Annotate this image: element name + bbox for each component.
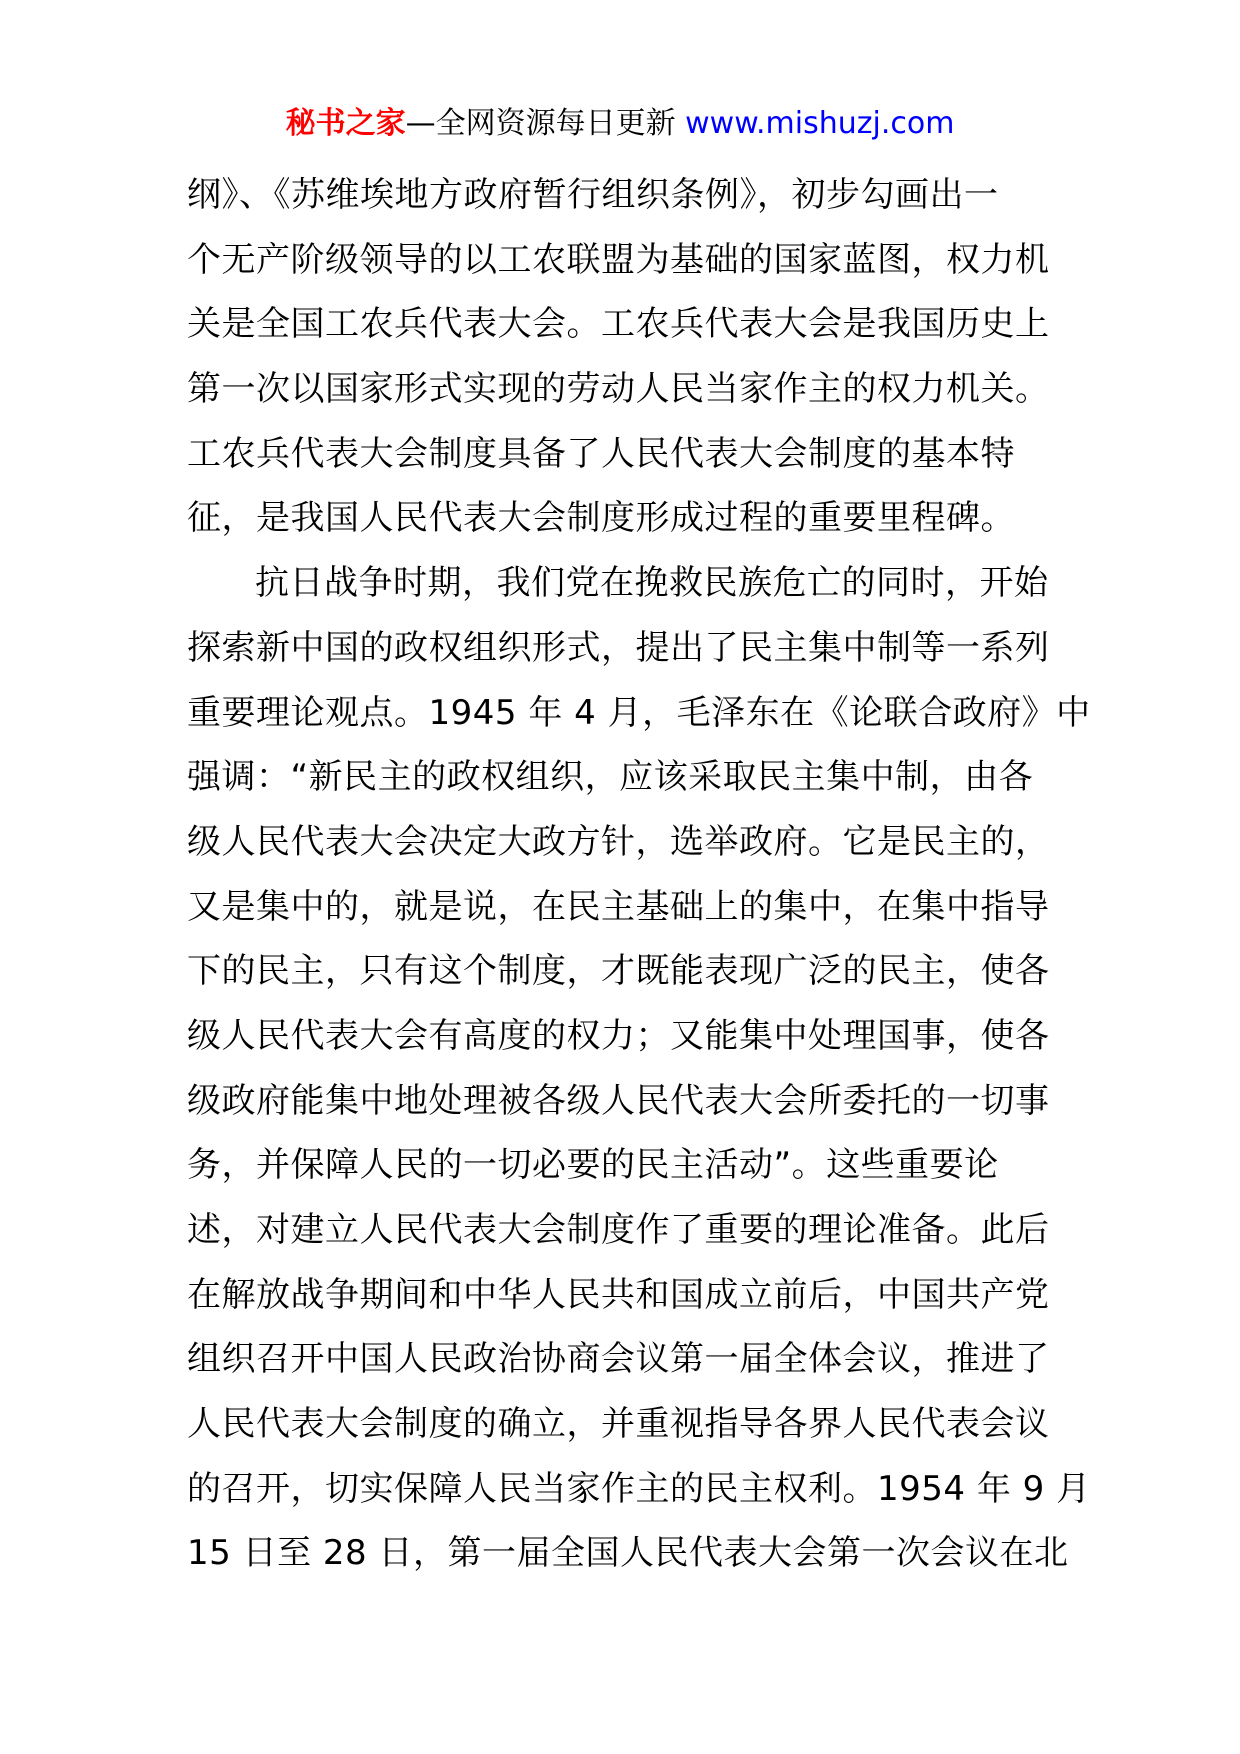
text-line: 务，并保障人民的一切必要的民主活动”。这些重要论 — [187, 1145, 999, 1186]
text-line: 级人民代表大会决定大政方针，选举政府。它是民主的， — [187, 821, 1050, 862]
text-line: 重要理论观点。1945 年 4 月，毛泽东在《论联合政府》中 — [187, 692, 1091, 733]
text-line: 征，是我国人民代表大会制度形成过程的重要里程碑。 — [187, 498, 1015, 539]
text-line: 组织召开中国人民政治协商会议第一届全体会议，推进了 — [187, 1339, 1050, 1380]
text-line: 强调：“新民主的政权组织，应该采取民主集中制，由各 — [187, 757, 1034, 798]
text-line: 第一次以国家形式实现的劳动人民当家作主的权力机关。 — [187, 369, 1050, 410]
text-line: 又是集中的，就是说，在民主基础上的集中，在集中指导 — [187, 886, 1050, 927]
text-line: 的召开，切实保障人民当家作主的民主权利。1954 年 9 月 — [187, 1468, 1091, 1509]
brand-name: 秘书之家 — [285, 106, 406, 141]
website-link[interactable]: www.mishuzj.com — [685, 106, 955, 141]
text-line: 在解放战争期间和中华人民共和国成立前后，中国共产党 — [187, 1274, 1050, 1315]
body-text — [187, 163, 1091, 1586]
text-line: 关是全国工农兵代表大会。工农兵代表大会是我国历史上 — [187, 304, 1050, 345]
text-line: 纲》、《苏维埃地方政府暂行组织条例》，初步勾画出一 — [187, 175, 999, 215]
header-tagline: —全网资源每日更新 — [405, 106, 686, 141]
text-line: 级政府能集中地处理被各级人民代表大会所委托的一切事 — [187, 1080, 1050, 1121]
text-line: 探索新中国的政权组织形式，提出了民主集中制等一系列 — [187, 627, 1050, 668]
text-line: 工农兵代表大会制度具备了人民代表大会制度的基本特 — [187, 433, 1015, 474]
text-line: 15 日至 28 日，第一届全国人民代表大会第一次会议在北 — [187, 1533, 1069, 1574]
paragraph-start-line: 抗日战争时期，我们党在挽救民族危亡的同时，开始 — [255, 563, 1049, 604]
text-line: 个无产阶级领导的以工农联盟为基础的国家蓝图，权力机 — [187, 239, 1050, 280]
text-line: 人民代表大会制度的确立，并重视指导各界人民代表会议 — [187, 1404, 1050, 1445]
page-header — [0, 102, 1240, 146]
text-line: 述，对建立人民代表大会制度作了重要的理论准备。此后 — [187, 1210, 1050, 1250]
text-line: 下的民主，只有这个制度，才既能表现广泛的民主，使各 — [187, 951, 1050, 992]
text-line: 级人民代表大会有高度的权力；又能集中处理国事，使各 — [187, 1015, 1050, 1056]
